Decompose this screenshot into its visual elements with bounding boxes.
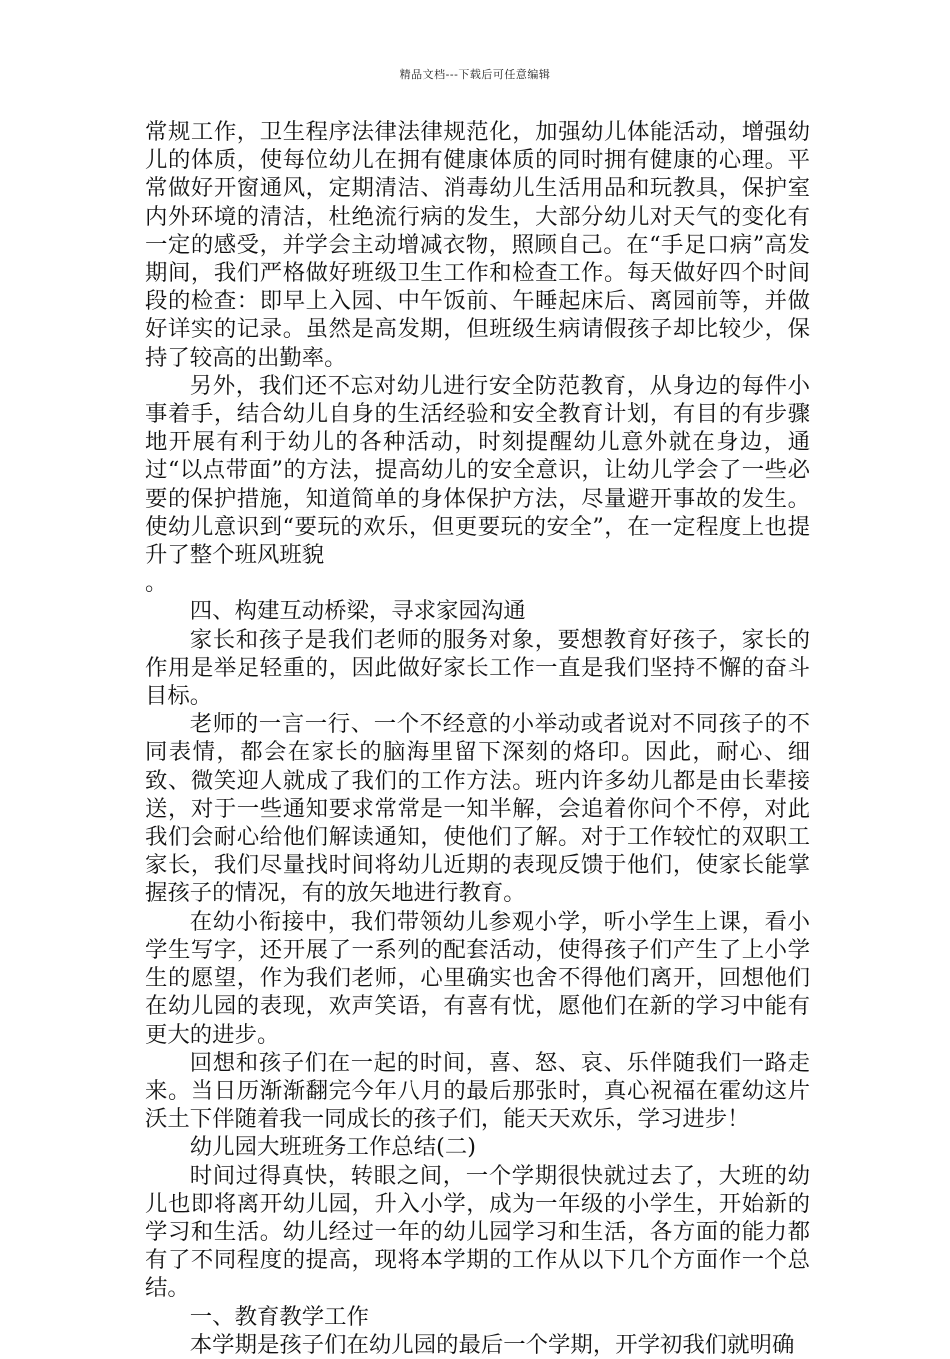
paragraph: 在幼小衔接中，我们带领幼儿参观小学，听小学生上课，看小学生写字，还开展了一系列的配套活动，使得孩子们产生了上小学生的愿望，作为我们老师，心里确实也舍不得他们离开，回想他们在幼儿园的表现，欢声笑语，有喜有忧，愿他们在新的学习中能有更大的进步。 [145, 908, 810, 1048]
paragraph: 回想和孩子们在一起的时间，喜、怒、哀、乐伴随我们一路走来。当日历渐渐翻完今年八月的最后那张时，真心祝福在霍幼这片沃土下伴随着我一同成长的孩子们，能天天欢乐，学习进步！ [145, 1049, 810, 1133]
paragraph: 。 [145, 570, 168, 597]
paragraph: 本学期是孩子们在幼儿园的最后一个学期，开学初我们就明确 [189, 1331, 795, 1358]
paragraph: 幼儿园大班班务工作总结(二) [189, 1134, 476, 1161]
paragraph: 四、构建互动桥梁，寻求家园沟通 [189, 598, 526, 625]
paragraph: 一、教育教学工作 [189, 1303, 369, 1330]
paragraph: 常规工作，卫生程序法律法律规范化，加强幼儿体能活动，增强幼儿的体质，使每位幼儿在拥有健康体质的同时拥有健康的心理。平常做好开窗通风，定期清洁、消毒幼儿生活用品和玩教具，保护室内外环境的清洁，杜绝流行病的发生，大部分幼儿对天气的变化有一定的感受，并学会主动增减衣物，照顾自己。在“手足口病”高发期间，我们严格做好班级卫生工作和检查工作。每天做好四个时间段的检查：即早上入园、中午饭前、午睡起床后、离园前等，并做好详实的记录。虽然是高发期，但班级生病请假孩子却比较少，保持了较高的出勤率。 [145, 119, 810, 371]
page-header: 精品文档---下载后可任意编辑 [399, 68, 551, 81]
paragraph: 时间过得真快，转眼之间，一个学期很快就过去了，大班的幼儿也即将离开幼儿园，升入小学，成为一年级的小学生，开始新的学习和生活。幼儿经过一年的幼儿园学习和生活，各方面的能力都有了不同程度的提高，现将本学期的工作从以下几个方面作一个总结。 [145, 1162, 810, 1302]
paragraph: 家长和孩子是我们老师的服务对象，要想教育好孩子，家长的作用是举足轻重的，因此做好家长工作一直是我们坚持不懈的奋斗目标。 [145, 626, 810, 710]
document-body [145, 118, 810, 1359]
paragraph: 老师的一言一行、一个不经意的小举动或者说对不同孩子的不同表情，都会在家长的脑海里留下深刻的烙印。因此，耐心、细致、微笑迎人就成了我们的工作方法。班内许多幼儿都是由长辈接送，对于一些通知要求常常是一知半解，会追着你问个不停，对此我们会耐心给他们解读通知，使他们了解。对于工作较忙的双职工家长，我们尽量找时间将幼儿近期的表现反馈于他们，使家长能掌握孩子的情况，有的放矢地进行教育。 [145, 711, 810, 907]
paragraph: 另外，我们还不忘对幼儿进行安全防范教育，从身边的每件小事着手，结合幼儿自身的生活经验和安全教育计划，有目的有步骤地开展有利于幼儿的各种活动，时刻提醒幼儿意外就在身边，通过“以点带面”的方法，提高幼儿的安全意识，让幼儿学会了一些必要的保护措施，知道简单的身体保护方法，尽量避开事故的发生。使幼儿意识到“要玩的欢乐，但更要玩的安全”，在一定程度上也提升了整个班风班貌 [145, 372, 810, 569]
